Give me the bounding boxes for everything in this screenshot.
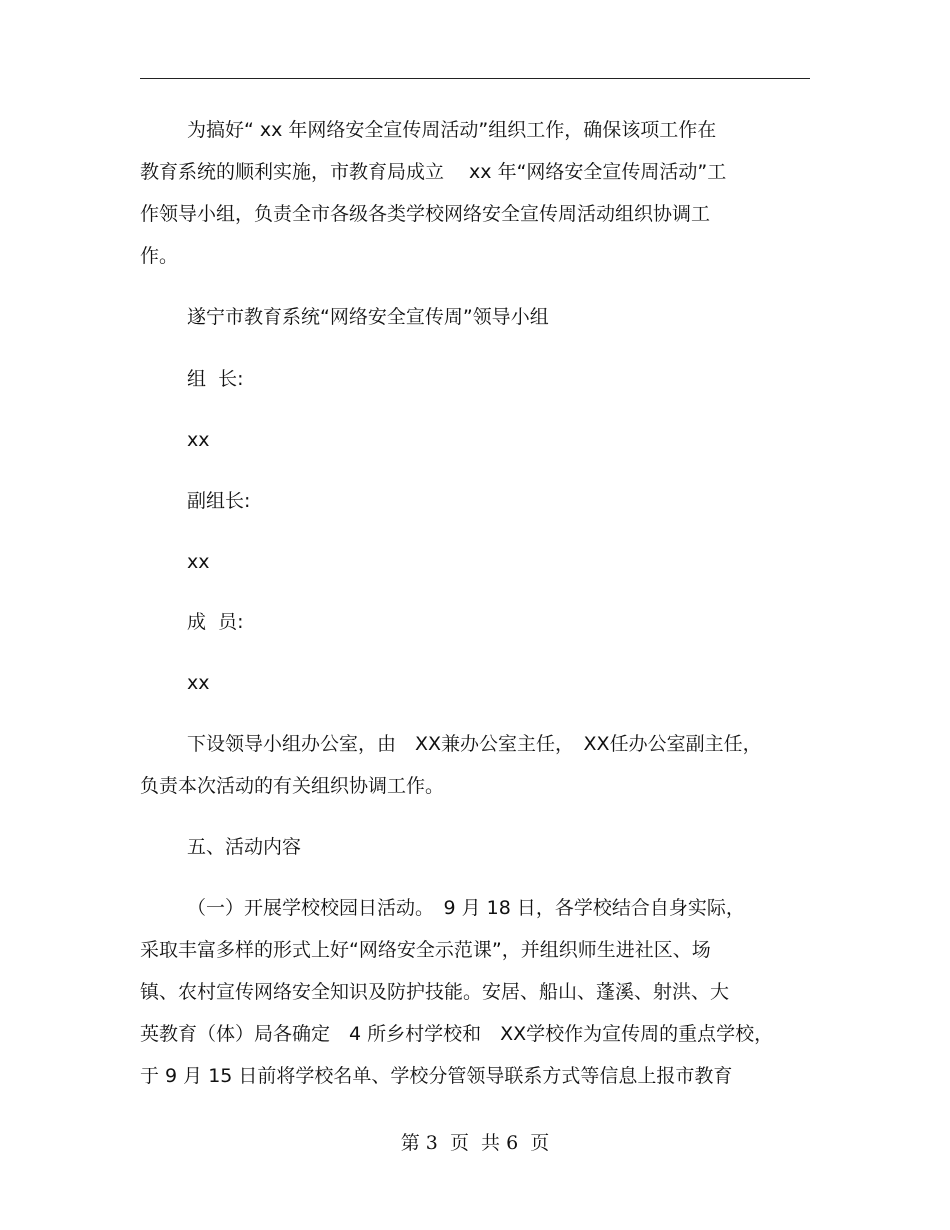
- member-label: 成 员:: [187, 611, 244, 633]
- paragraph-line: 教育系统的顺利实施，市教育局成立 xx 年“网络安全宣传周活动”工: [140, 161, 727, 183]
- paragraph-line: 镇、农村宣传网络安全知识及防护技能。安居、船山、蓬溪、射洪、大: [140, 981, 730, 1003]
- paragraph-line: 作。: [140, 245, 179, 267]
- leader-label: 组 长:: [187, 368, 244, 390]
- paragraph-line: 为搞好“ xx 年网络安全宣传周活动”组织工作，确保该项工作在: [187, 119, 717, 141]
- member-value: xx: [187, 672, 210, 694]
- paragraph-line: （一）开展学校校园日活动。 9 月 18 日，各学校结合自身实际，: [187, 897, 745, 919]
- page-number: 第 3 页 共 6 页: [400, 1132, 550, 1154]
- section-heading: 五、活动内容: [187, 836, 302, 858]
- paragraph-line: 采取丰富多样的形式上好“网络安全示范课”，并组织师生进社区、场: [140, 939, 711, 961]
- paragraph-line: 下设领导小组办公室，由 XX兼办公室主任， XX任办公室副主任，: [187, 733, 762, 755]
- deputy-value: xx: [187, 551, 210, 573]
- paragraph-line: 英教育（体）局各确定 4 所乡村学校和 XX学校作为宣传周的重点学校，: [140, 1023, 774, 1045]
- header-rule: [140, 78, 810, 79]
- paragraph-line: 负责本次活动的有关组织协调工作。: [140, 775, 445, 797]
- paragraph-line: 作领导小组，负责全市各级各类学校网络安全宣传周活动组织协调工: [140, 203, 711, 225]
- paragraph-line: 于 9 月 15 日前将学校名单、学校分管领导联系方式等信息上报市教育: [140, 1065, 733, 1087]
- deputy-label: 副组长:: [187, 490, 251, 512]
- leader-value: xx: [187, 429, 210, 451]
- group-heading: 遂宁市教育系统“网络安全宣传周”领导小组: [187, 306, 549, 328]
